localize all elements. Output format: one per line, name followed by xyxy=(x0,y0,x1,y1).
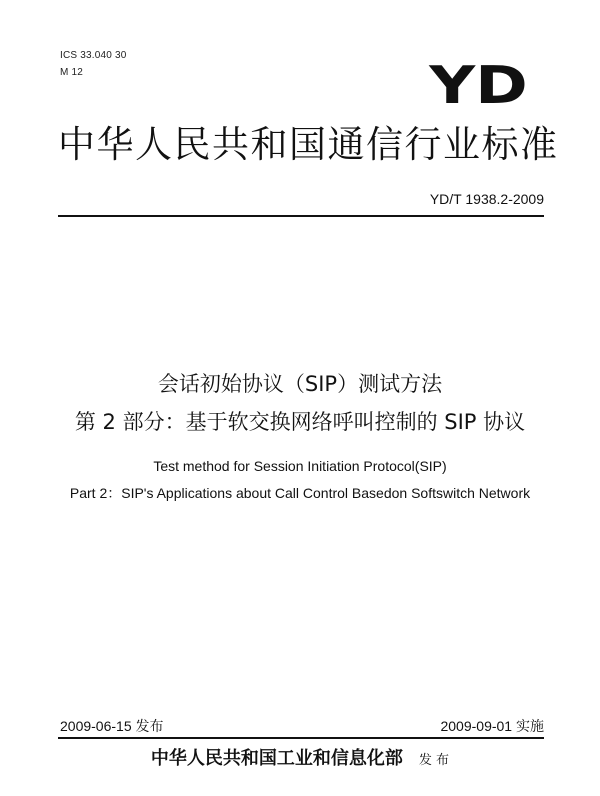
standard-title: 中华人民共和国通信行业标准 xyxy=(58,123,559,166)
yd-logo: YD xyxy=(429,56,528,116)
document-title-en-line2: Part 2：SIP's Applications about Call Control Basedon Softswitch Network xyxy=(69,485,531,501)
top-divider xyxy=(58,215,544,217)
implementation-date: 2009-09-01 实施 xyxy=(440,718,544,734)
issue-date: 2009-06-15 发布 xyxy=(60,718,164,734)
standard-code: YD/T 1938.2-2009 xyxy=(429,191,544,207)
document-title-cn-line2: 第 2 部分：基于软交换网络呼叫控制的 SIP 协议 xyxy=(74,410,526,434)
document-title-en-line1: Test method for Session Initiation Protocol(SIP) xyxy=(153,458,447,474)
ics-code: ICS 33.040 30 xyxy=(60,50,127,61)
publisher-line xyxy=(0,746,600,774)
bottom-divider xyxy=(58,737,544,739)
publish-action: 发 布 xyxy=(418,753,450,768)
document-title-cn-line1: 会话初始协议（SIP）测试方法 xyxy=(157,372,443,396)
publisher-name: 中华人民共和国工业和信息化部 xyxy=(150,748,403,769)
classification-code: M 12 xyxy=(60,67,84,78)
